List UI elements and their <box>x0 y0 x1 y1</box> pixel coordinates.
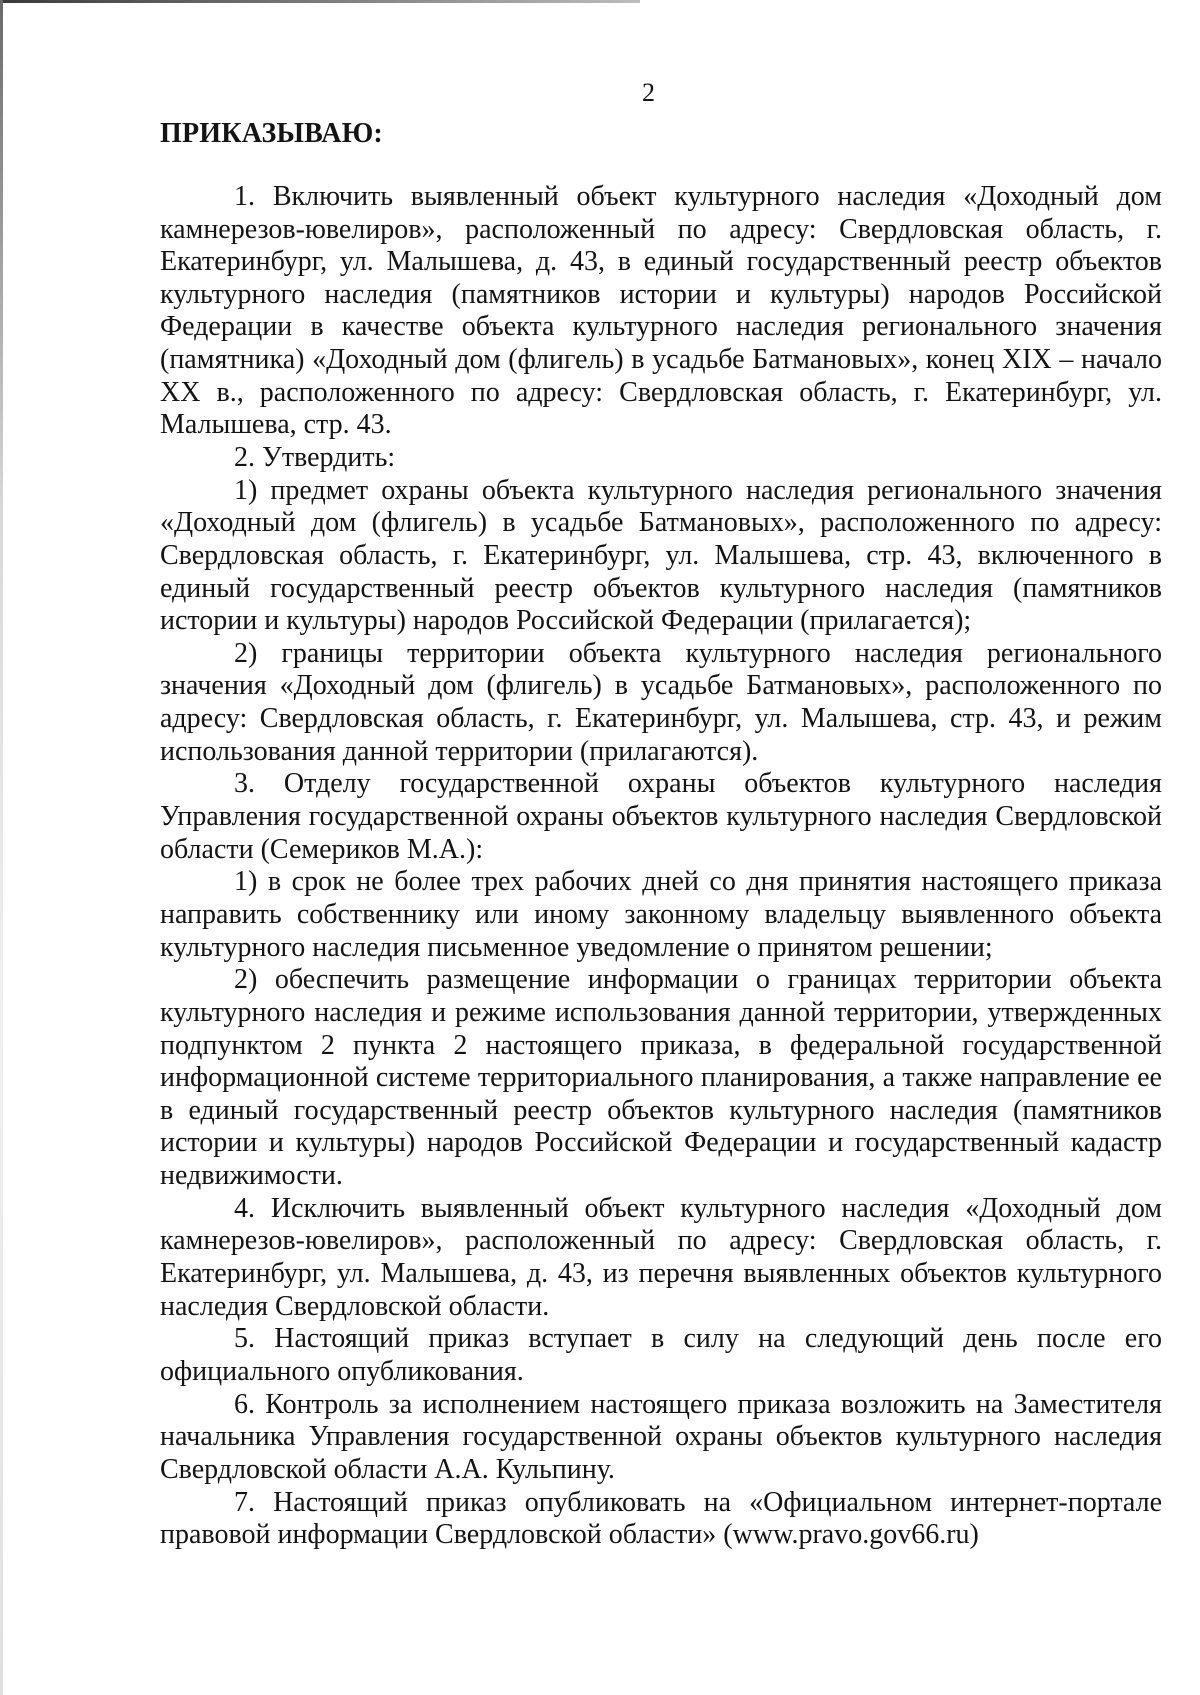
paragraph-7-publication: 7. Настоящий приказ опубликовать на «Официальном интернет-портале правовой информации Свердловской области» (www.pravo.gov66.ru) <box>160 1486 1162 1551</box>
paragraph-4-exclude-object: 4. Исключить выявленный объект культурного наследия «Доходный дом камнерезов-ювелиров», расположенный по адресу: Свердловская область, г. Екатеринбург, ул. Малышева, д. 43, из перечня выявленных объектов культурного наследия Свердловской области. <box>160 1192 1162 1322</box>
scan-edge-top <box>0 0 640 3</box>
order-body <box>160 181 1162 1552</box>
paragraph-1-include-object: 1. Включить выявленный объект культурного наследия «Доходный дом камнерезов-ювелиров», расположенный по адресу: Свердловская область, г. Екатеринбург, ул. Малышева, д. 43, в единый государственный реестр объектов культурного наследия (памятников истории и культуры) народов Российской Федерации в качестве объекта культурного наследия регионального значения (памятника) «Доходный дом (флигель) в усадьбе Батмановых», конец XIX – начало XX в., расположенного по адресу: Свердловская область, г. Екатеринбург, ул. Малышева, стр. 43. <box>160 181 1162 441</box>
paragraph-5-effective-date: 5. Настоящий приказ вступает в силу на следующий день после его официального опубликования. <box>160 1323 1162 1387</box>
paragraph-3-2-publish-info: 2) обеспечить размещение информации о границах территории объекта культурного наследия и режиме использования данной территории, утвержденных подпунктом 2 пункта 2 настоящего приказа, в федеральной государственной информационной системе территориального планирования, а также направление ее в единый государственный реестр объектов культурного наследия (памятников истории и культуры) народов Российской Федерации и государственный кадастр недвижимости. <box>160 964 1162 1191</box>
paragraph-3-department: 3. Отделу государственной охраны объектов культурного наследия Управления государственной охраны объектов культурного наследия Свердловской области (Семериков М.А.): <box>160 768 1162 865</box>
paragraph-2-2-territory-boundaries: 2) границы территории объекта культурного наследия регионального значения «Доходный дом (флигель) в усадьбе Батмановых», расположенного по адресу: Свердловская область, г. Екатеринбург, ул. Малышева, стр. 43, и режим использования данной территории (прилагаются). <box>160 637 1162 767</box>
paragraph-2-approve: 2. Утвердить: <box>234 441 396 473</box>
order-heading: ПРИКАЗЫВАЮ: <box>160 118 383 149</box>
paragraph-3-1-notify-owner: 1) в срок не более трех рабочих дней со дня принятия настоящего приказа направить собственнику или иному законному владельцу выявленного объекта культурного наследия письменное уведомление о принятом решении; <box>160 866 1162 963</box>
page-number: 2 <box>642 78 655 107</box>
paragraph-6-control: 6. Контроль за исполнением настоящего приказа возложить на Заместителя начальника Управления государственной охраны объектов культурного наследия Свердловской области А.А. Кульпину. <box>160 1388 1162 1485</box>
scan-edge-left <box>0 0 3 1695</box>
paragraph-2-1-protection-subject: 1) предмет охраны объекта культурного наследия регионального значения «Доходный дом (флигель) в усадьбе Батмановых», расположенного по адресу: Свердловская область, г. Екатеринбург, ул. Малышева, стр. 43, включенного в единый государственный реестр объектов культурного наследия (памятников истории и культуры) народов Российской Федерации (прилагается); <box>160 474 1162 637</box>
